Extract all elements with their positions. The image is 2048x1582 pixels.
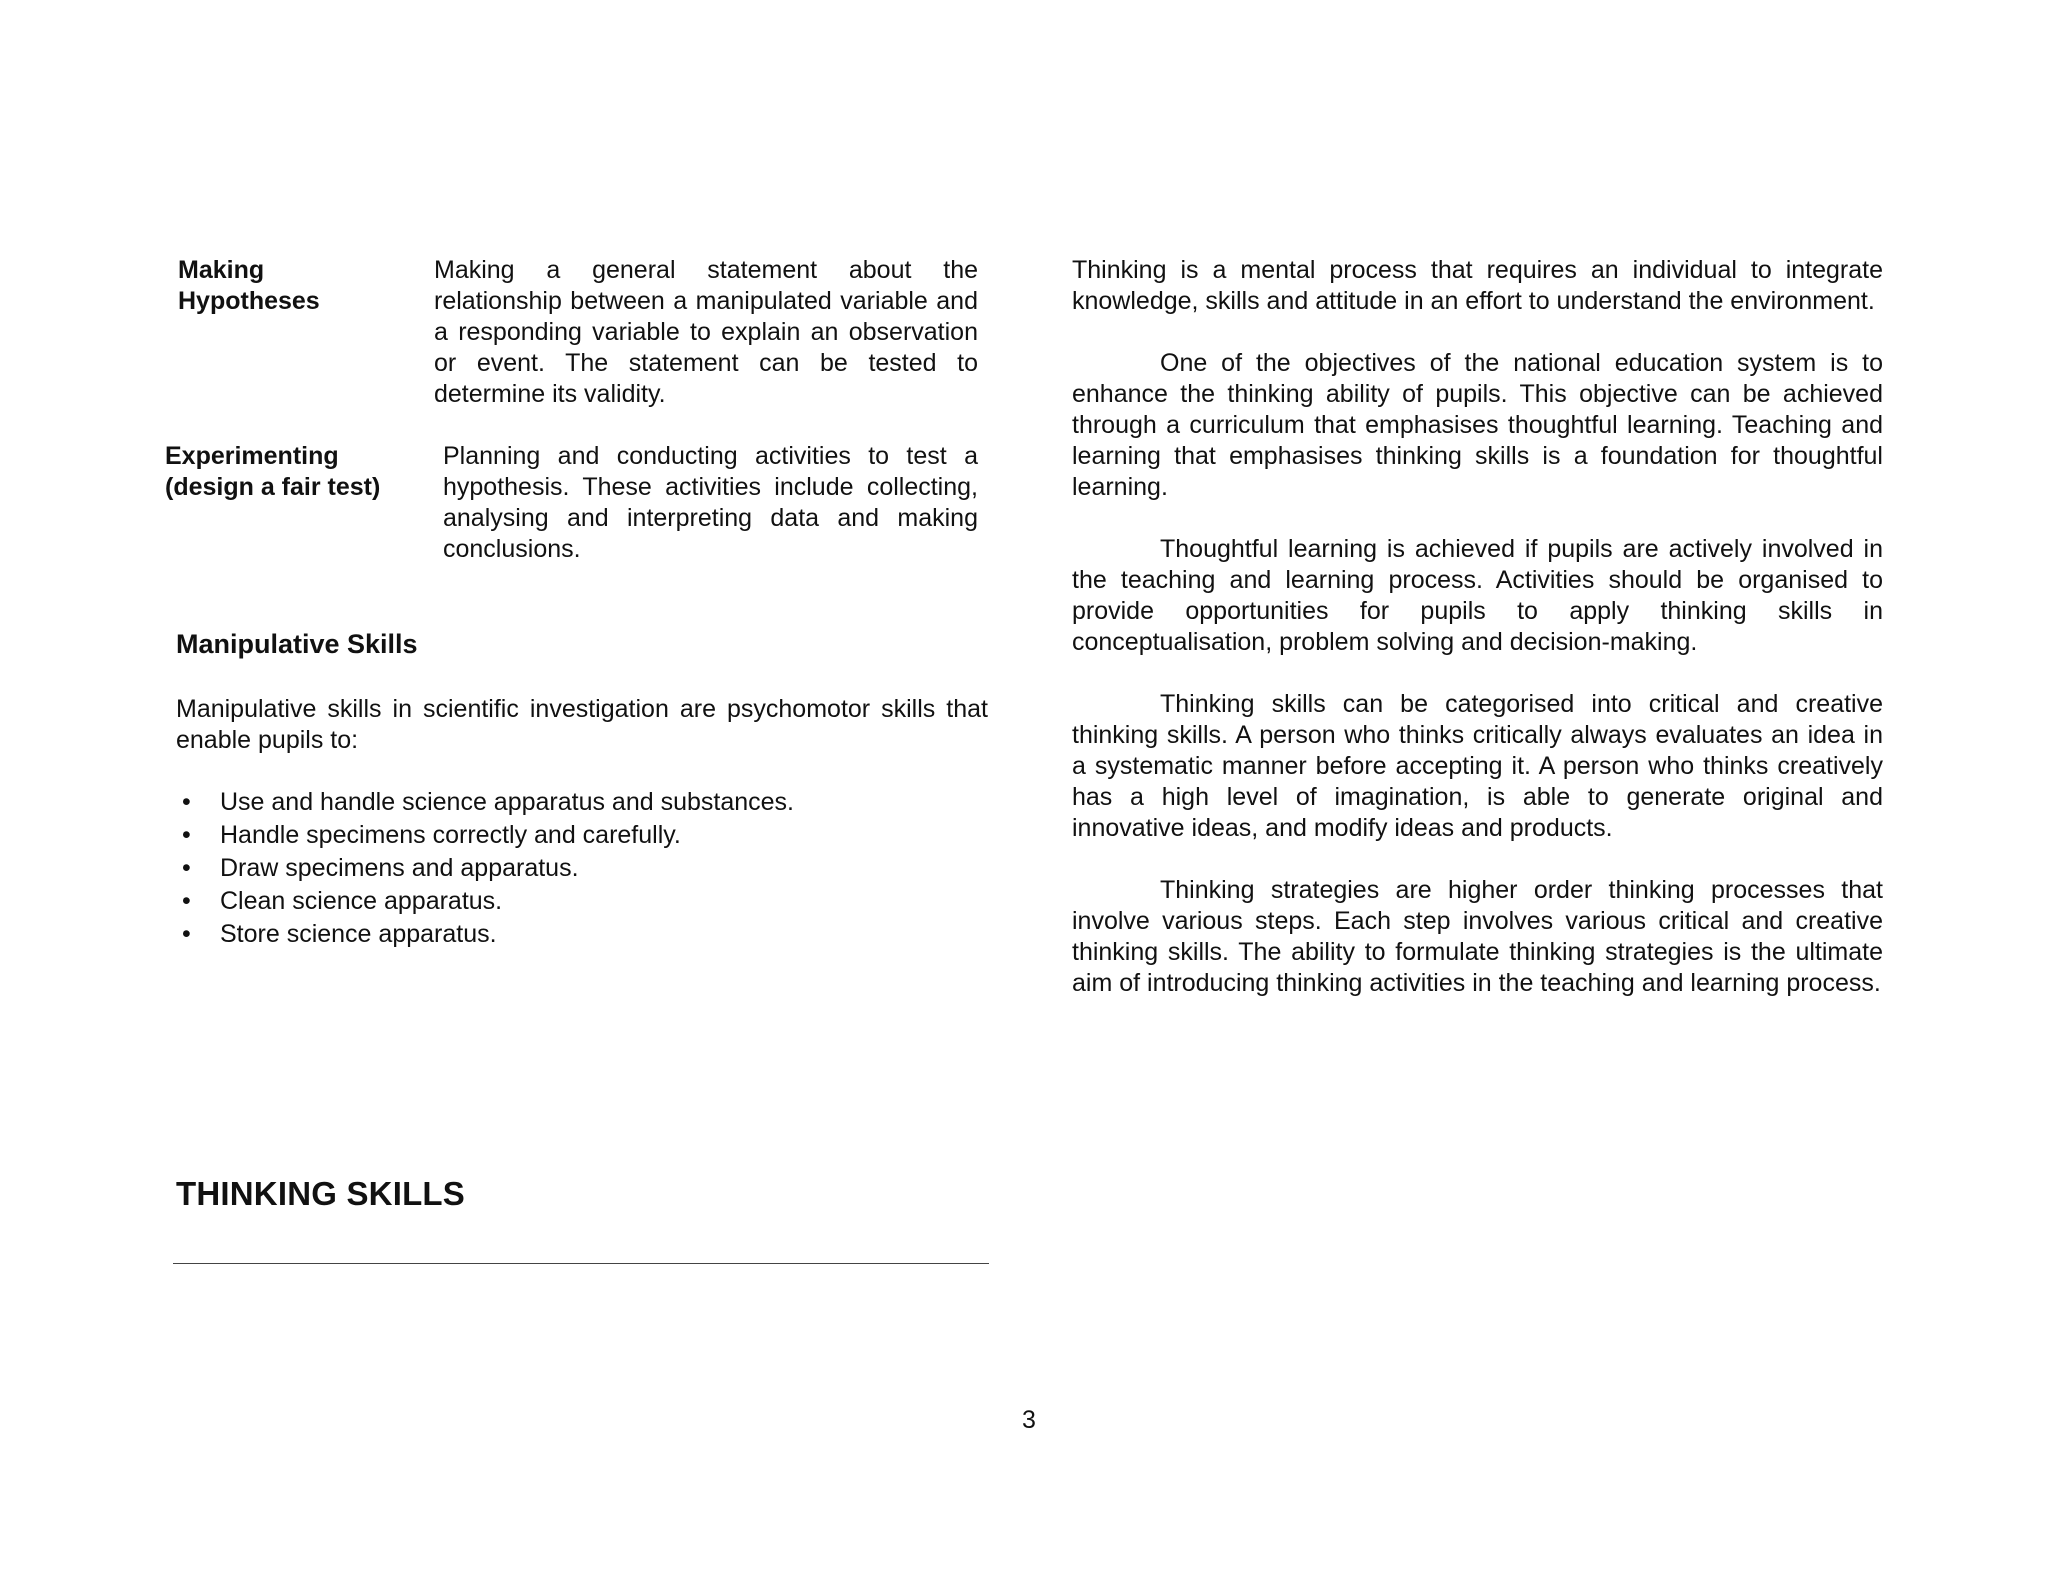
paragraph: One of the objectives of the national education system is to enhance the thinking ability of pupils. This objective can be achieved through a curriculum that emphasises thoughtful learning. Teaching and learning that emphasises thinking skills is a foundation for thoughtful learning. [1072,349,1883,501]
term-experimenting: Experimenting (design a fair test) [165,442,381,501]
manipulative-skills-list [176,786,794,951]
thinking-skills-text [1072,255,1883,1030]
thinking-skills-heading: THINKING SKILLS [176,1175,465,1212]
bullet-icon: • [182,854,191,882]
bullet-icon: • [182,920,191,948]
list-item [176,852,794,885]
list-item [176,786,794,819]
paragraph: Thinking skills can be categorised into critical and creative thinking skills. A person who thinks critically always evaluates an idea in a systematic manner before accepting it. A person who thinks creatively has a high level of imagination, is able to generate original and innovative ideas, and modify ideas and products. [1072,690,1883,842]
bullet-icon: • [182,887,191,915]
definition-making-hypotheses: Making a general statement about the relationship between a manipulated variable and a responding variable to explain an observation or event. The statement can be tested to determine its validity. [434,256,978,408]
list-item-text: Draw specimens and apparatus. [220,854,579,882]
term-making-hypotheses: Making Hypotheses [178,256,320,315]
list-item-text: Use and handle science apparatus and substances. [220,788,794,816]
list-item [176,819,794,852]
manipulative-skills-intro: Manipulative skills in scientific investigation are psychomotor skills that enable pupils to: [176,695,988,754]
list-item-text: Store science apparatus. [220,920,497,948]
bullet-icon: • [182,821,191,849]
page-number: 3 [1022,1406,1036,1434]
list-item [176,885,794,918]
manipulative-skills-heading: Manipulative Skills [176,629,418,659]
list-item [176,918,794,951]
list-item-text: Handle specimens correctly and carefully. [220,821,681,849]
paragraph: Thinking strategies are higher order thinking processes that involve various steps. Each step involves various critical and creative thinking skills. The ability to formulate thinking strategies is the ultimate aim of introducing thinking activities in the teaching and learning process. [1072,876,1883,997]
bullet-icon: • [182,788,191,816]
section-divider [173,1263,989,1264]
list-item-text: Clean science apparatus. [220,887,503,915]
paragraph: Thinking is a mental process that requires an individual to integrate knowledge, skills and attitude in an effort to understand the environment. [1072,256,1883,315]
definition-experimenting: Planning and conducting activities to test a hypothesis. These activities include collecting, analysing and interpreting data and making conclusions. [443,442,978,563]
paragraph: Thoughtful learning is achieved if pupils are actively involved in the teaching and learning process. Activities should be organised to provide opportunities for pupils to apply thinking skills in conceptualisation, problem solving and decision-making. [1072,535,1883,656]
